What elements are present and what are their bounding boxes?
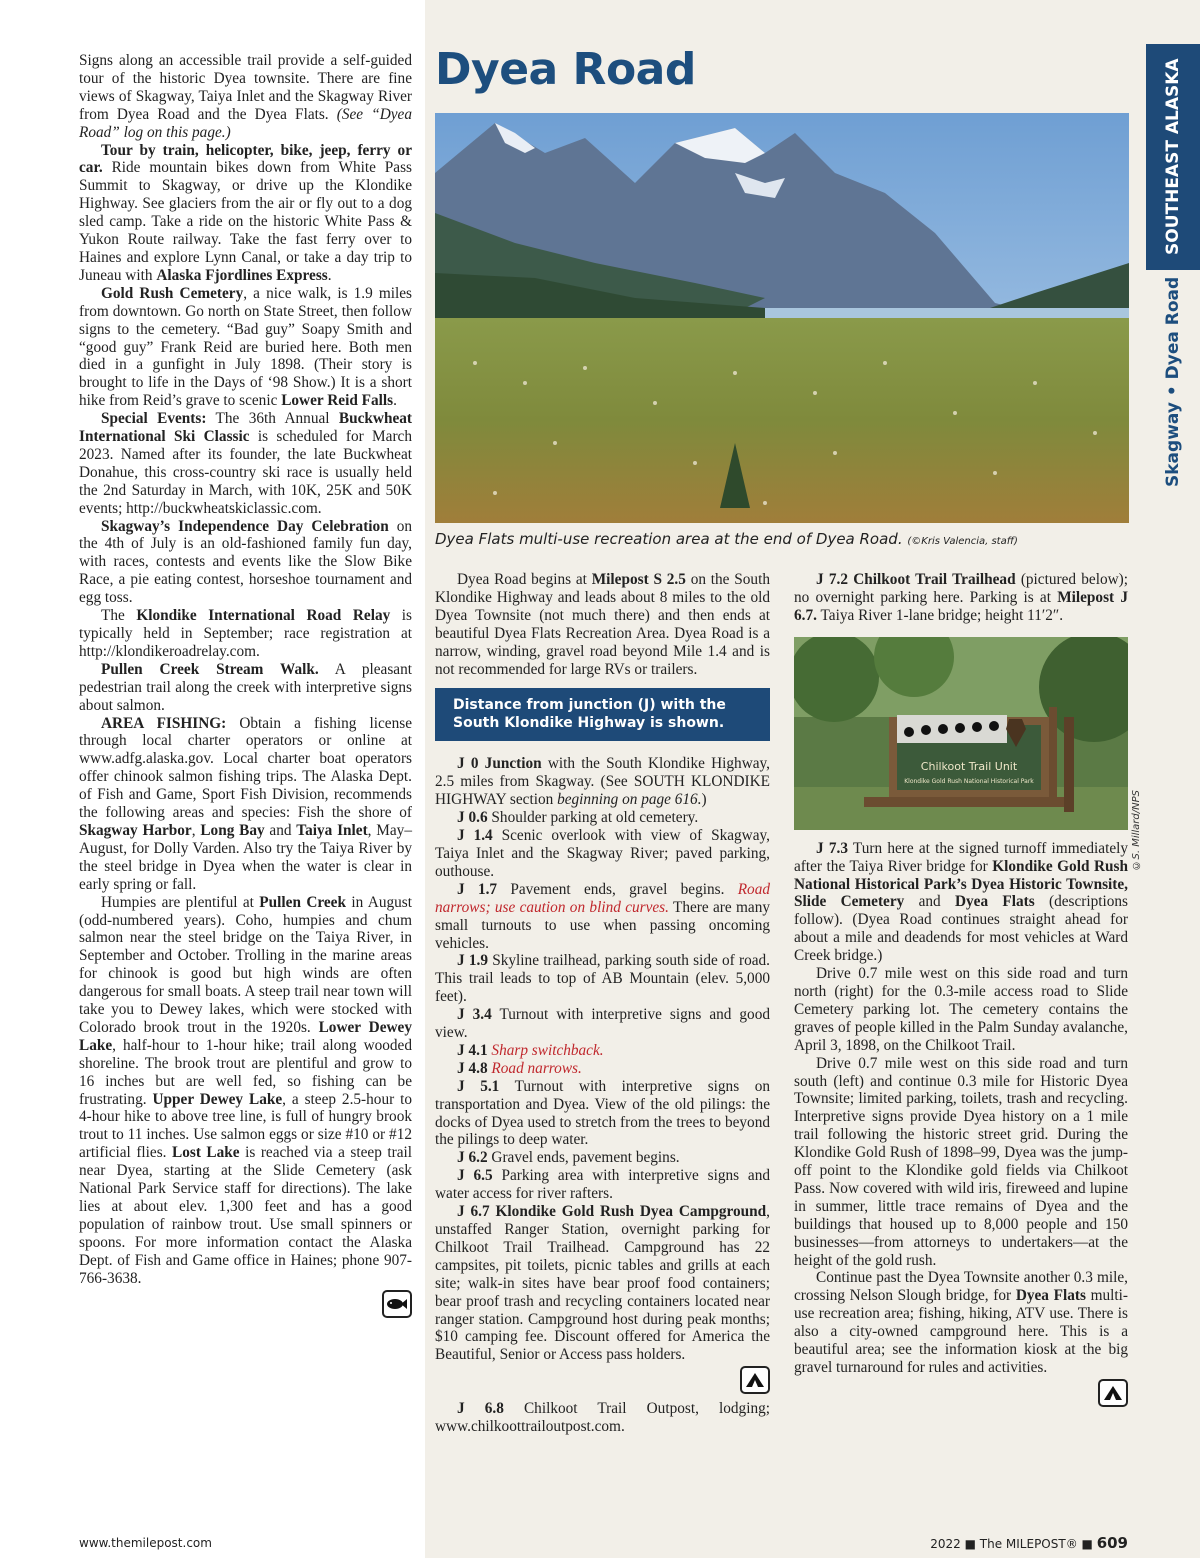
paragraph: Signs along an accessible trail provide a self-guided tour of the historic Dyea townsite. There are fine views of Skagway, Taiya Inlet and the Skagway River from Dyea Road and the Dyea Flats. (See “Dyea Road” log on this page.): [79, 52, 412, 141]
campground-icon-row: [435, 1366, 770, 1394]
log-entry: J 1.9 Skyline trailhead, parking south side of road. This trail leads to top of AB Mountain (elev. 5,000 feet).: [435, 952, 771, 1006]
paragraph: Tour by train, helicopter, bike, jeep, ferry or car. Ride mountain bikes down from White Pass Summit to Skagway, or drive up the Klondike Highway. See glaciers from the air or fly out to a dog sled camp. Take a ride on the historic White Pass & Yukon Route railway. Take the fast ferry over to Haines and explore Lynn Canal, or take a day trip to Juneau with Alaska Fjordlines Express.: [79, 141, 412, 284]
paragraph: Pullen Creek Stream Walk. A pleasant pedestrian trail along the creek with interpretive signs about salmon.: [79, 660, 412, 714]
log-entry: J 3.4 Turnout with interpretive signs and good view.: [435, 1006, 770, 1042]
fish-icon-row: [79, 1290, 412, 1318]
photo-caption: [435, 530, 1135, 548]
log-entry: J 6.2 Gravel ends, pavement begins.: [457, 1149, 680, 1167]
fish-icon: [382, 1290, 412, 1318]
page-title: Dyea Road: [435, 44, 696, 95]
paragraph: Skagway’s Independence Day Celebration on the 4th of July is an old-fashioned family fun day, with races, contests and events like the Slow Bike Race, a pie eating contest, horseshoe tournament and egg toss.: [79, 517, 413, 607]
log-entry: J 4.1 Sharp switchback.: [457, 1041, 604, 1059]
log-entry: J 5.1 Turnout with interpretive signs on transportation and Dyea. View of the old pilings: the docks of Dyea used to stretch from the trees to beyond the pilings to deep water.: [435, 1077, 770, 1149]
log-entry: J 6.8 Chilkoot Trail Outpost, lodging; www.chilkoottrailoutpost.com.: [435, 1400, 770, 1436]
log-entry: J 1.7 Pavement ends, gravel begins. Road narrows; use caution on blind curves. There are many small turnouts to use when passing oncoming vehicles.: [435, 880, 770, 952]
distance-info-box: Distance from junction (J) with the South Klondike Highway is shown.: [435, 688, 770, 741]
footer-url: www.themilepost.com: [79, 1536, 212, 1550]
dyea-flats-photo: [435, 113, 1129, 523]
campground-icon: [1098, 1379, 1128, 1407]
paragraph: Gold Rush Cemetery, a nice walk, is 1.9 miles from downtown. Go north on State Street, then follow signs to the cemetery. “Bad guy” Soapy Smith and “good guy” Frank Reid are buried here. Both men died in a gunfight in July 1898. (Their story is brought to life in the Days of ‘98 Show.) It is a short hike from Reid’s grave to scenic Lower Reid Falls.: [79, 284, 412, 410]
paragraph: The Klondike International Road Relay is typically held in September; race registration at http://klondikeroadrelay.com.: [79, 607, 412, 660]
paragraph: Special Events: The 36th Annual Buckwheat International Ski Classic is scheduled for March 2023. Named after its founder, the late Buckwheat Donahue, this cross-country ski race is usually held the 2nd Saturday in March, with 10K, 25K and 50K events; http://buckwheatskiclassic.com.: [79, 410, 413, 517]
right-column: [794, 571, 1128, 1407]
caption-text: Dyea Flats multi-use recreation area at the end of Dyea Road.: [435, 530, 903, 548]
log-entry: J 0.6 Shoulder parking at old cemetery.: [457, 809, 699, 827]
footer-right: [930, 1534, 1128, 1552]
log-entry: J 7.2 Chilkoot Trail Trailhead (pictured below); no overnight parking here. Parking is at Milepost J 6.7. Taiya River 1-lane bridge; height 11′2″.: [794, 571, 1128, 624]
sign-subtitle: Klondike Gold Rush National Historical Park: [904, 777, 1034, 785]
section-tab-label: SOUTHEAST ALASKA: [1163, 58, 1183, 256]
paragraph: Dyea Road begins at Milepost S 2.5 on the South Klondike Highway and leads about 8 miles to the old Dyea Townsite (not much there) and then ends at beautiful Dyea Flats Recreation Area. Dyea Road is a narrow, winding, gravel road beyond Mile 1.4 and is not recommended for large RVs or trailers.: [435, 571, 770, 678]
paragraph: Continue past the Dyea Townsite another 0.3 mile, crossing Nelson Slough bridge, for Dyea Flats multi-use recreation area; fishing, hiking, ATV use. There is also a city-owned campground here. This is a beautiful area; see the information kiosk at the big gravel turnaround for rules and activities.: [794, 1269, 1128, 1376]
log-entry: J 0 Junction with the South Klondike Highway, 2.5 miles from Skagway. (See SOUTH KLONDIKE HIGHWAY section beginning on page 616.): [435, 755, 771, 809]
paragraph: Drive 0.7 mile west on this side road and turn north (right) for the 0.3-mile access road to Slide Cemetery parking lot. The cemetery contains the graves of people killed in the Palm Sunday avalanche, April 3, 1898, on the Chilkoot Trail.: [794, 965, 1128, 1054]
page-number: 609: [1096, 1534, 1128, 1552]
running-head: Skagway • Dyea Road: [1163, 276, 1183, 488]
log-entry: J 6.5 Parking area with interpretive signs and water access for river rafters.: [435, 1167, 771, 1203]
sign-title: Chilkoot Trail Unit: [920, 759, 1018, 773]
sign-photo-credit: ©S. Millard/NPS: [1131, 790, 1142, 871]
paragraph: Drive 0.7 mile west on this side road and turn south (left) and continue 0.3 mile for Historic Dyea Townsite; limited parking, toilets, trash and recycling. Interpretive signs provide Dyea history on a 1 mile trail following the historic street grid. During the Klondike Gold Rush of 1898–99, Dyea was the jump-off point to the Klondike gold fields via Chilkoot Pass. Now covered with wild iris, fireweed and lupine in summer, little trace remains of Dyea and the buildings that housed up to 8,000 people and 150 businesses—from attorneys to undertakers—at the height of the gold rush.: [794, 1054, 1128, 1269]
log-entry: J 6.7 Klondike Gold Rush Dyea Campground, unstaffed Ranger Station, overnight parking for Chilkoot Trail Trailhead. Campground has 22 campsites, pit toilets, picnic tables and grills at each site; walk-in sites have bear proof food containers; bear proof trash and recycling containers located near ranger station. Campground host during peak months; $10 camping fee. Discount offered for America the Beautiful, Senior or Access pass holders.: [435, 1203, 770, 1364]
log-entry: J 4.8 Road narrows.: [457, 1059, 582, 1077]
footer-publication: 2022 ■ The MILEPOST® ■: [930, 1537, 1093, 1551]
campground-icon: [740, 1366, 770, 1394]
middle-column: [435, 571, 770, 1436]
photo-credit: (©Kris Valencia, staff): [907, 536, 1018, 547]
left-column: [79, 52, 412, 1318]
log-entry: J 1.4 Scenic overlook with view of Skagway, Taiya Inlet and the Skagway River; paved parking, outhouse.: [435, 827, 770, 880]
log-entry: J 7.3 Turn here at the signed turnoff immediately after the Taiya River bridge for Klondike Gold Rush National Historical Park’s Dyea Historic Townsite, Slide Cemetery and Dyea Flats (descriptions follow). (Dyea Road continues straight ahead for about a mile and deadends for most vehicles at Ward Creek bridge.): [794, 839, 1129, 965]
campground-icon-row: [794, 1379, 1128, 1407]
chilkoot-sign-photo: [794, 637, 1128, 830]
paragraph: Humpies are plentiful at Pullen Creek in August (odd-numbered years). Coho, humpies and chum salmon near the steel bridge on the Taiya River, in September and October. Trolling in the marine areas for chinook is good but high winds are often dangerous for small boats. A steep trail near town will take you to Dewey lakes, which were stocked with Colorado brook trout in the 1920s. Lower Dewey Lake, half-hour to 1-hour hike; trail along wooded shoreline. The brook trout are plentiful and grow to 16 inches but are well fed, so fishing can be frustrating. Upper Dewey Lake, a steep 2.5-hour to 4-hour hike to above tree line, is full of hungry brook trout to 11 inches. Use salmon eggs or size #10 or #12 artificial flies. Lost Lake is reached via a steep trail near Dyea, starting at the Slide Cemetery (ask National Park Service staff for directions). The lake lies at about elev. 1,300 feet and has a good population of rainbow trout. Use small spinners or spoons. For more information contact the Alaska Dept. of Fish and Game office in Haines; phone 907-766-3638.: [79, 893, 413, 1287]
paragraph: AREA FISHING: Obtain a fishing license through local charter operators or online at www.adfg.alaska.gov. Local charter boat operators offer chinook salmon fishing trips. The Alaska Dept. of Fish and Game, Sport Fish Division, recommends the following areas and species: Fish the shore of Skagway Harbor, Long Bay and Taiya Inlet, May–August, for Dolly Varden. Also try the Taiya River by the steel bridge in Dyea when the water is clear in early spring or fall.: [79, 714, 412, 893]
